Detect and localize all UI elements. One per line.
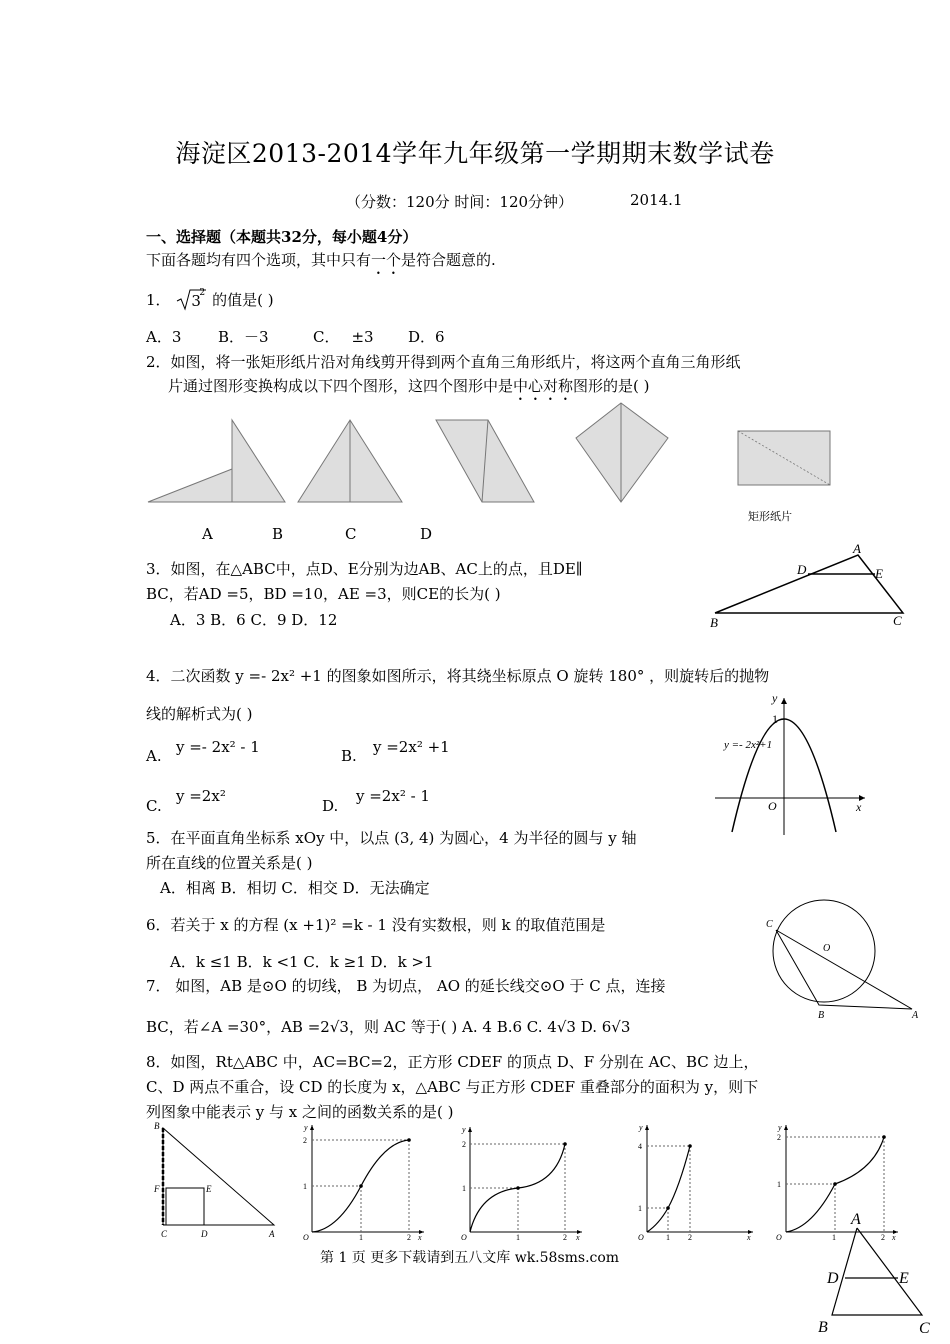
q8-fig-c: C (161, 1229, 168, 1239)
q5-line1: 5．在平面直角坐标系 xOy 中，以点 (3, 4) 为圆心，4 为半径的圆与 y 轴 (146, 829, 637, 847)
q8-line3: 列图象中能表示 y 与 x 之间的函数关系的是( ) (146, 1103, 454, 1121)
svg-text:1: 1 (359, 1233, 363, 1242)
q7-line1: 7． 如图，AB 是⊙O 的切线， B 为切点， AO 的延长线交⊙O 于 C 点，连接 (146, 977, 666, 995)
q4-fig-origin: O (768, 799, 777, 813)
q3-line2: BC，若AD =5，BD =10，AE =3，则CE的长为( ) (146, 585, 501, 603)
q3-fig-a: A (853, 541, 861, 556)
extra-fig-e: E (899, 1270, 909, 1287)
q4-line1: 4．二次函数 y =- 2x² +1 的图象如图所示，将其绕坐标原点 O 旋转 180° ，则旋转后的抛物 (146, 667, 770, 685)
q7-line2: BC，若∠A =30°，AB =2√3，则 AC 等于( ) A. 4 B.6 C. 4√3 D. 6√3 (146, 1018, 631, 1036)
q3-options: A．3 B．6 C．9 D．12 (170, 611, 338, 629)
q4-fig-func-label: y =- 2x²+1 (724, 739, 773, 751)
svg-text:1: 1 (666, 1233, 670, 1242)
extra-fig-a: A (851, 1211, 861, 1228)
q2-label-c: C (345, 525, 357, 543)
svg-text:O: O (303, 1233, 309, 1242)
figure-d-shape (576, 403, 668, 502)
q2-line2: 片通过图形变换构成以下四个图形，这四个图形中是中心对称图形的是( ) (168, 377, 650, 395)
svg-text:2: 2 (688, 1233, 692, 1242)
rect-paper-label: 矩形纸片 (748, 510, 792, 523)
exam-date: 2014.1 (630, 191, 683, 209)
svg-text:2: 2 (777, 1133, 781, 1142)
q2-line1: 2．如图，将一张矩形纸片沿对角线剪开得到两个直角三角形纸片，将这两个直角三角形纸 (146, 353, 741, 371)
q6-circle-figure (762, 896, 927, 1021)
q4-option-c-label: C. (146, 797, 162, 815)
svg-text:x: x (576, 1233, 580, 1242)
q6-line1: 6．若关于 x 的方程 (x +1)² =k - 1 没有实数根，则 k 的取值范围是 (146, 916, 606, 934)
q6-fig-a: A (912, 1010, 919, 1021)
q8-fig-a: A (269, 1229, 275, 1239)
q4-option-d-label: D. (322, 797, 339, 815)
q6-fig-b: B (818, 1010, 825, 1021)
q2-label-d: D (420, 525, 433, 543)
svg-text:2: 2 (881, 1233, 885, 1242)
extra-fig-c: C (919, 1320, 930, 1336)
svg-text:2: 2 (462, 1140, 466, 1149)
extra-triangle-figure (815, 1208, 935, 1336)
svg-text:O: O (461, 1233, 467, 1242)
q5-line2: 所在直线的位置关系是( ) (146, 854, 313, 872)
q4-option-d-expr: y =2x² - 1 (356, 787, 430, 805)
q3-fig-b: B (710, 615, 718, 630)
svg-text:1: 1 (303, 1182, 307, 1191)
extra-fig-d: D (827, 1270, 839, 1287)
q8-square-triangle-figure (150, 1120, 282, 1242)
svg-text:y: y (462, 1125, 466, 1134)
svg-text:1: 1 (777, 1180, 781, 1189)
q6-fig-o: O (823, 943, 831, 954)
extra-fig-b: B (818, 1319, 828, 1336)
q8-fig-f: F (154, 1184, 160, 1194)
page-title: 海淀区2013-2014学年九年级第一学期期末数学试卷 (175, 139, 775, 168)
q8-graph-2 (458, 1122, 588, 1242)
q8-line1: 8．如图，Rt△ABC 中，AC=BC=2，正方形 CDEF 的顶点 D、F 分别在 AC、BC 边上， (146, 1053, 759, 1071)
svg-text:4: 4 (638, 1142, 642, 1151)
svg-text:2: 2 (407, 1233, 411, 1242)
svg-text:O: O (638, 1233, 644, 1242)
q3-fig-c: C (893, 613, 902, 628)
q3-fig-e: E (875, 566, 883, 581)
q8-graph-1 (298, 1120, 428, 1242)
q3-line1: 3．如图，在△ABC中，点D、E分别为边AB、AC上的点，且DE∥ (146, 560, 583, 578)
svg-text:2: 2 (563, 1233, 567, 1242)
q1-stem: 1． 3 2 的值是( ) (146, 288, 274, 310)
q6-fig-c: C (766, 919, 773, 930)
svg-text:x: x (892, 1233, 896, 1242)
q8-fig-d: D (201, 1229, 208, 1239)
exam-info: （分数：120分 时间：120分钟） (346, 193, 574, 211)
svg-text:x: x (418, 1233, 422, 1242)
svg-text:1: 1 (462, 1184, 466, 1193)
figure-a-shape (148, 420, 285, 502)
section-heading: 一、选择题（本题共32分，每小题4分） (146, 228, 418, 246)
section-intro: 下面各题均有四个选项，其中只有一个是符合题意的. (146, 251, 496, 269)
q6-options: A．k ≤1 B．k <1 C．k ≥1 D．k >1 (170, 953, 434, 971)
page-footer: 第 1 页 更多下载请到五八文库 wk.58sms.com (320, 1250, 620, 1266)
svg-text:O: O (776, 1233, 782, 1242)
q5-options: A．相离 B．相切 C．相交 D．无法确定 (160, 879, 430, 897)
q4-fig-y: y (772, 691, 778, 705)
q4-option-c-expr: y =2x² (176, 787, 226, 805)
q4-option-a-label: A. (146, 747, 162, 765)
q1-option-d: D．6 (408, 328, 445, 346)
q4-fig-one: 1 (772, 712, 778, 726)
svg-text:2: 2 (303, 1136, 307, 1145)
q4-option-b-expr: y =2x² +1 (373, 738, 450, 756)
q3-triangle-figure (705, 540, 920, 630)
q3-fig-d: D (797, 562, 807, 577)
q1-option-a: A．3 (146, 328, 182, 346)
svg-text:1: 1 (516, 1233, 520, 1242)
svg-text:1: 1 (832, 1233, 836, 1242)
q4-option-a-expr: y =- 2x² - 1 (176, 738, 260, 756)
q1-option-c: C． ±3 (313, 328, 374, 346)
sqrt-expression: 3 2 (175, 291, 207, 311)
svg-text:y: y (778, 1123, 782, 1132)
svg-text:x: x (747, 1233, 751, 1242)
svg-text:y: y (639, 1123, 643, 1132)
q8-graph-3 (633, 1120, 758, 1242)
svg-text:1: 1 (638, 1204, 642, 1213)
q8-fig-b: B (154, 1121, 160, 1131)
svg-text:y: y (304, 1123, 308, 1132)
q8-line2: C、D 两点不重合，设 CD 的长度为 x，△ABC 与正方形 CDEF 重叠部分的面积为 y，则下 (146, 1078, 759, 1096)
q2-label-a: A (202, 525, 213, 543)
q4-parabola-figure (710, 690, 870, 840)
q4-line2: 线的解析式为( ) (146, 705, 253, 723)
q4-fig-x: x (856, 800, 862, 814)
q1-option-b: B．－3 (218, 328, 269, 346)
q8-fig-e: E (206, 1184, 212, 1194)
q2-label-b: B (272, 525, 284, 543)
q4-option-b-label: B. (341, 747, 357, 765)
